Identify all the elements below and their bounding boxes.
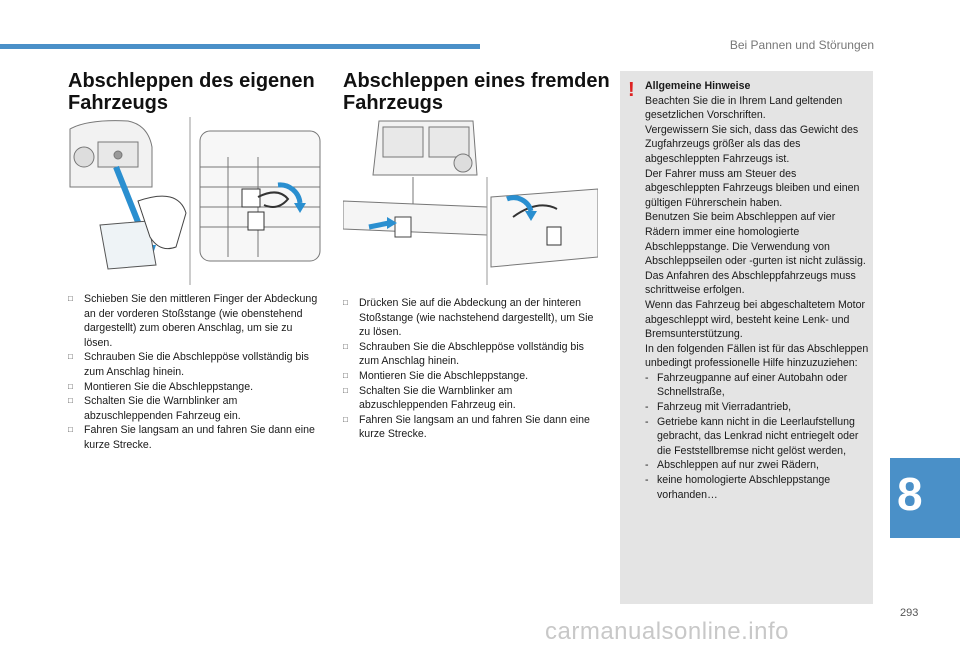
left-section-title (68, 70, 315, 114)
list-item: - Fahrzeug mit Vierradantrieb, (645, 400, 871, 415)
page-number: 293 (900, 607, 919, 619)
middle-steps-list (343, 296, 598, 442)
left-steps-list (68, 292, 323, 453)
list-item: □ Schalten Sie die Warnblinker am abzuschleppenden Fahrzeug ein. (68, 394, 323, 423)
note-paragraph: Vergewissern Sie sich, dass das Gewicht des Zugfahrzeugs größer als das des abgeschleppten Fahrzeugs ist. (645, 123, 859, 165)
left-title-line1: Abschleppen des eigenen (68, 70, 315, 92)
chapter-number: 8 (897, 468, 923, 520)
list-item: - Fahrzeugpanne auf einer Autobahn oder Schnellstraße, (645, 371, 871, 400)
note-paragraph: Benutzen Sie beim Abschleppen auf vier Rädern immer eine homologierte Abschleppstange. Die Verwendung von Abschleppseilen oder -gurten ist nicht zulässig. (645, 211, 866, 268)
car-rear-thumbnail (373, 121, 477, 175)
list-item: □ Drücken Sie auf die Abdeckung an der hinteren Stoßstange (wie nachstehend dargestellt), um Sie zu lösen. (343, 296, 598, 340)
list-item: □ Schalten Sie die Warnblinker am abzuschleppenden Fahrzeug ein. (343, 384, 598, 413)
note-paragraph: Wenn das Fahrzeug bei abgeschaltetem Motor abgeschleppt wird, besteht keine Lenk- und Bremsunterstützung. (645, 298, 866, 341)
list-item: - keine homologierte Abschleppstange vorhanden… (645, 473, 871, 502)
note-paragraph: In den folgenden Fällen ist für das Abschleppen unbedingt professionelle Hilfe hinzuzuziehen: (645, 342, 869, 370)
front-bumper-illustration (68, 117, 323, 285)
note-paragraph: Das Anfahren des Abschleppfahrzeugs muss schrittweise erfolgen. (645, 269, 856, 297)
list-item: □ Fahren Sie langsam an und fahren Sie dann eine kurze Strecke. (343, 413, 598, 442)
middle-section-title (343, 70, 610, 114)
list-item: □ Schrauben Sie die Abschleppöse vollständig bis zum Anschlag hinein. (68, 350, 323, 379)
list-item: □ Fahren Sie langsam an und fahren Sie dann eine kurze Strecke. (68, 423, 323, 452)
list-item: □ Montieren Sie die Abschleppstange. (343, 369, 598, 384)
chapter-header-title: Bei Pannen und Störungen (729, 38, 874, 52)
middle-title-line1: Abschleppen eines fremden (343, 70, 610, 92)
list-item: - Getriebe kann nicht in die Leerlaufstellung gebracht, das Lenkrad nicht entriegelt oder die Feststellbremse nicht gelöst werden, (645, 415, 871, 459)
general-notes-box (620, 71, 873, 604)
list-item: □ Schieben Sie den mittleren Finger der Abdeckung an der vorderen Stoßstange (wie obenstehend dargestellt) zum oberen Anschlag, um sie zu lösen. (68, 292, 323, 350)
note-title: Allgemeine Hinweise (645, 80, 751, 92)
note-body (645, 79, 871, 502)
list-item: □ Schrauben Sie die Abschleppöse vollständig bis zum Anschlag hinein. (343, 340, 598, 369)
top-accent-bar (0, 44, 480, 49)
note-paragraph: Der Fahrer muss am Steuer des abgeschleppten Fahrzeugs bleiben und einen gültigen Führerschein haben. (645, 167, 860, 209)
car-front-thumbnail (70, 121, 152, 187)
rear-bumper-illustration (343, 117, 598, 285)
exclamation-icon: ! (628, 79, 635, 101)
list-item: - Abschleppen auf nur zwei Rädern, (645, 458, 871, 473)
note-list (645, 371, 871, 502)
left-title-line2: Fahrzeugs (68, 92, 169, 114)
list-item: □ Montieren Sie die Abschleppstange. (68, 380, 323, 395)
middle-title-line2: Fahrzeugs (343, 92, 444, 114)
note-paragraph: Beachten Sie die in Ihrem Land geltenden gesetzlichen Vorschriften. (645, 94, 843, 122)
watermark: carmanualsonline.info (545, 618, 789, 645)
